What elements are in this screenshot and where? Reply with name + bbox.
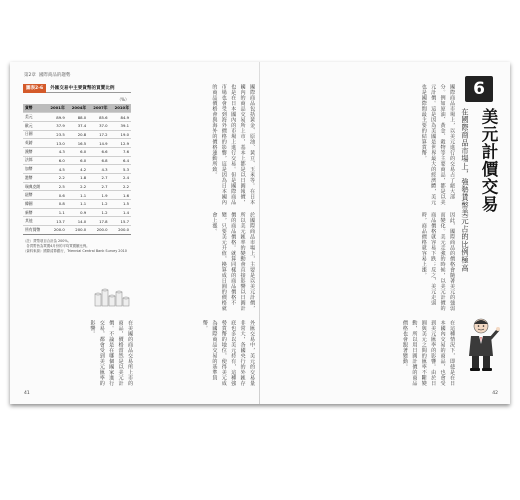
currency-name: 瑞典克朗 [23, 182, 45, 191]
share-value: 6.0 [67, 156, 88, 165]
table-row [23, 165, 131, 174]
share-value: 2.2 [45, 174, 66, 183]
figure-notes [23, 239, 131, 255]
share-value: 6.0 [45, 156, 66, 165]
share-value: 200.0 [45, 226, 66, 235]
table-row [23, 156, 131, 165]
table-row [23, 217, 131, 226]
figure-header [23, 84, 131, 93]
share-value: 0.8 [45, 200, 66, 209]
share-value: 2.2 [67, 182, 88, 191]
share-value: 37.0 [88, 121, 109, 130]
share-value: 2.7 [88, 174, 109, 183]
currency-name: 港幣 [23, 174, 45, 183]
currency-name: 韓圓 [23, 200, 45, 209]
currency-name: 紐幣 [23, 191, 45, 200]
share-value: 6.4 [110, 156, 131, 165]
share-value: 6.0 [67, 147, 88, 156]
col-header-year: 2004年 [67, 104, 88, 113]
table-row [23, 208, 131, 217]
share-value: 23.5 [45, 130, 66, 139]
chapter-number: 6 [465, 76, 493, 102]
page-number-left: 41 [24, 391, 30, 396]
share-value: 6.6 [88, 147, 109, 156]
running-head-title: 國際商品的趨勢 [38, 73, 71, 78]
share-value: 0.9 [67, 208, 88, 217]
table-row [23, 139, 131, 148]
body-text-r-middle: 因此，國際商品的價格會隨著美元的強弱而變化。美元走強的時候，以美元計價的商品價格就容易下跌；反之，美元走弱時，商品價格就容易上漲。 [420, 212, 455, 311]
table-row [23, 191, 131, 200]
share-value: 39.1 [110, 121, 131, 130]
table-row [23, 182, 131, 191]
share-value: 13.7 [45, 217, 66, 226]
share-value: 200.0 [110, 226, 131, 235]
share-value: 14.0 [67, 217, 88, 226]
table-row [23, 174, 131, 183]
share-value: 1.4 [110, 208, 131, 217]
book-spread [10, 62, 510, 404]
body-text-upper-left: 於國際商品市場上，主要是以美元計價，所以美元匯率的變動會直接影響以日圓計價的商品價格。就算同樣的商品價格不變，只要美元升值，換算成日圓的價格就會上漲。 [211, 212, 255, 311]
body-text-lower-left: 在美國的商品交易所上市的商品，價格當然是以美元計價。不論是在哪個國家進行交易，都會受到美元匯率的影響。 [89, 320, 133, 386]
share-value: 7.6 [110, 147, 131, 156]
table-row [23, 200, 131, 209]
body-text-r-upper: 國際商品市場上，以美元進行的交易占了絕大部分。例如原油、黃金、穀物等主要商品，都是以美元計價。這是因為美國是世界最大的經濟體，美元也是國際間最主要的結算貨幣。 [420, 84, 455, 205]
share-value: 1.1 [67, 200, 88, 209]
share-value: 2.7 [88, 182, 109, 191]
chapter-subtitle: 在國際商品市場上，強勢貨幣美元占的比例極高 [461, 108, 470, 272]
share-value: 12.9 [110, 139, 131, 148]
share-value: 200.0 [67, 226, 88, 235]
body-text-r-lower: 在這種情況下，即使是在日本國內交易的商品，也會受到美元匯率的影響。由於日圓與美元之間的匯率不斷變動，所以用日圓計價的商品價格也會跟著變動。 [401, 320, 455, 386]
col-header-year: 2010年 [110, 104, 131, 113]
table-unit: （%） [117, 97, 129, 102]
share-value: 19.0 [110, 130, 131, 139]
currency-name: 歐元 [23, 121, 45, 130]
coin-stack-illustration [93, 286, 133, 308]
share-value: 4.2 [67, 165, 88, 174]
table-row [23, 113, 131, 122]
table-row [23, 130, 131, 139]
currency-name: 法郎 [23, 156, 45, 165]
currency-name: 英鎊 [23, 139, 45, 148]
currency-name: 新幣 [23, 208, 45, 217]
share-value: 5.3 [110, 165, 131, 174]
share-value: 1.8 [67, 174, 88, 183]
table-row [23, 147, 131, 156]
share-value: 15.7 [110, 217, 131, 226]
body-text-lower-right: 外匯交易中，美元的交易量非常大，各國央行的外匯存底也多以美元持有，這種強勢貨幣的地位，使得美元成為國際商品交易的基準貨幣。 [201, 320, 255, 386]
table-row [23, 226, 131, 235]
share-value: 1.1 [67, 191, 88, 200]
share-value: 2.4 [110, 174, 131, 183]
share-value: 37.9 [45, 121, 66, 130]
currency-name: 澳幣 [23, 147, 45, 156]
figure-2-6 [23, 84, 131, 254]
figure-title: 外匯交易中主要貨幣的買賣比例 [50, 86, 115, 91]
figure-note: （註）貨幣項目合計為 200%。 [23, 238, 72, 243]
share-value: 14.9 [88, 139, 109, 148]
share-value: 13.0 [45, 139, 66, 148]
currency-name: 加幣 [23, 165, 45, 174]
share-value: 88.0 [67, 113, 88, 122]
share-value: 1.5 [110, 200, 131, 209]
chapter-heading [456, 76, 500, 298]
share-value: 84.9 [110, 113, 131, 122]
running-head [24, 72, 70, 78]
share-value: 6.8 [88, 156, 109, 165]
figure-source: （資料來源）國際清算銀行，Triennial Central Bank Survey 2010 [23, 249, 127, 254]
col-header-year: 2001年 [45, 104, 66, 113]
share-value: 85.6 [88, 113, 109, 122]
share-value: 2.2 [110, 182, 131, 191]
table-header-row [23, 104, 131, 113]
figure-label: 圖表2-6 [23, 84, 46, 93]
figure-note: 各貨幣皆為買賣4月份的平均買賣額比例。 [23, 244, 90, 249]
businessman-illustration [461, 316, 501, 372]
currency-name: 所有貨幣 [23, 226, 45, 235]
share-value: 1.1 [45, 208, 66, 217]
share-value: 37.4 [67, 121, 88, 130]
share-value: 17.8 [88, 217, 109, 226]
col-header-currency: 貨幣 [23, 104, 45, 113]
col-header-year: 2007年 [88, 104, 109, 113]
running-head-chapter: 第2章 [24, 73, 36, 78]
share-value: 16.5 [67, 139, 88, 148]
body-text-upper-right: 國際商品包括黃金、原油、黃豆、玉米等。在日本國內的商品交易所上市，基本上都是以日圓報價，也是在日本國內的市場上進行交易。但是國際商品市場也會受到海外價格的影響，這是因為日本國內的商品價格會與海外的價格連動所致。 [211, 84, 255, 205]
share-value: 0.6 [45, 191, 66, 200]
left-page [10, 62, 259, 404]
share-value: 4.3 [45, 147, 66, 156]
share-value: 1.9 [88, 191, 109, 200]
currency-name: 日圓 [23, 130, 45, 139]
share-value: 1.2 [88, 200, 109, 209]
table-row [23, 121, 131, 130]
share-value: 17.2 [88, 130, 109, 139]
share-value: 1.6 [110, 191, 131, 200]
currency-share-table [23, 104, 131, 235]
share-value: 200.0 [88, 226, 109, 235]
currency-name: 美元 [23, 113, 45, 122]
right-page [260, 62, 510, 404]
share-value: 4.5 [45, 165, 66, 174]
share-value: 20.8 [67, 130, 88, 139]
chapter-title: 美元計價交易 [479, 108, 498, 213]
currency-name: 其他 [23, 217, 45, 226]
page-number-right: 42 [492, 391, 498, 396]
share-value: 1.2 [88, 208, 109, 217]
share-value: 2.5 [45, 182, 66, 191]
share-value: 89.9 [45, 113, 66, 122]
share-value: 4.3 [88, 165, 109, 174]
